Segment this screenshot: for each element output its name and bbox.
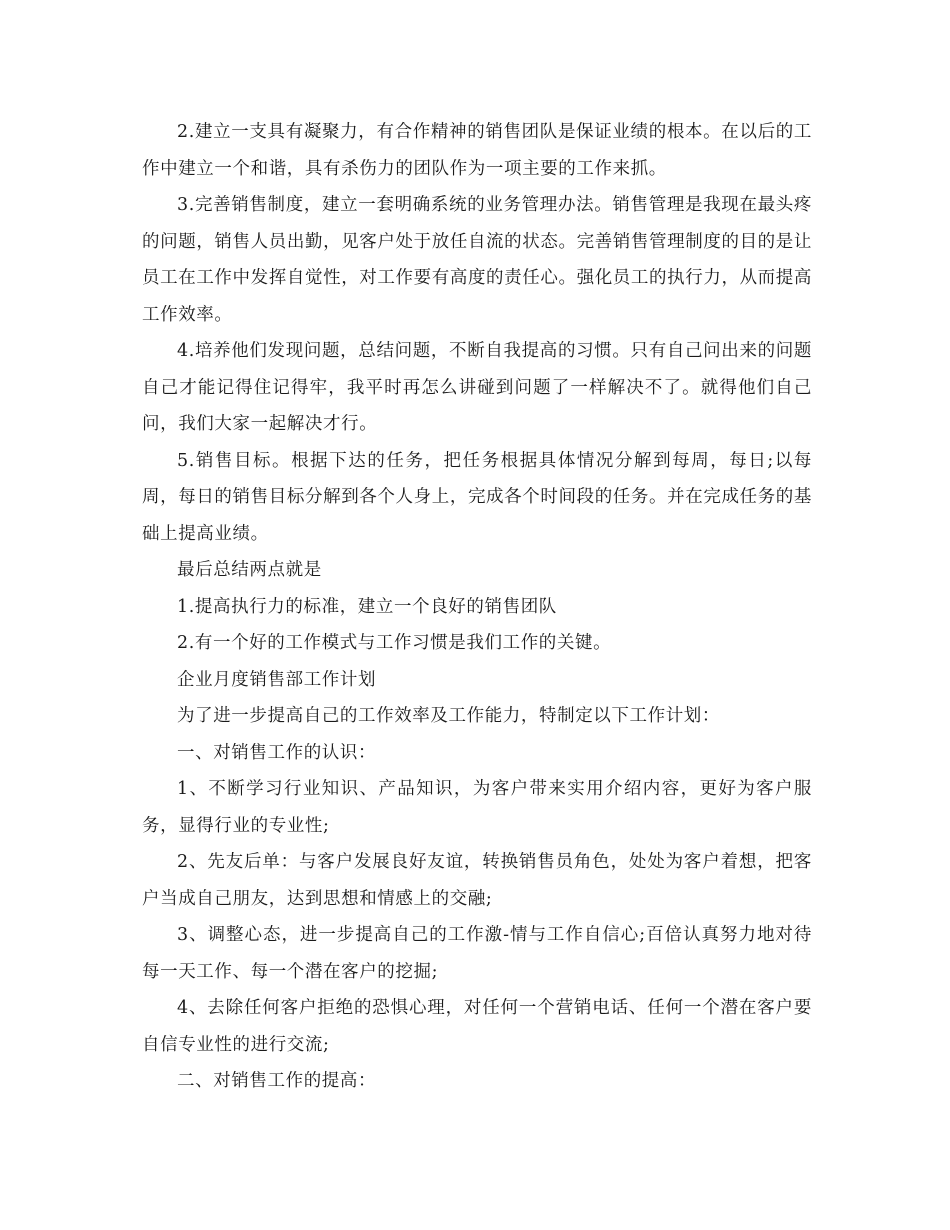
summary-point-1: 1.提高执行力的标准，建立一个良好的销售团队 <box>177 596 557 617</box>
paragraph-item-5-sales-target: 5.销售目标。根据下达的任务，把任务根据具体情况分解到每周，每日;以每周，每日的销售目标分解到各个人身上，完成各个时间段的任务。并在完成任务的基础上提高业绩。 <box>142 450 812 544</box>
paragraph-item-4-problem-solving: 4.培养他们发现问题，总结问题，不断自我提高的习惯。只有自己问出来的问题自己才能记得住记得牢，我平时再怎么讲碰到问题了一样解决不了。就得他们自己问，我们大家一起解决才行。 <box>142 341 812 434</box>
summary-point-2: 2.有一个好的工作模式与工作习惯是我们工作的关键。 <box>177 633 612 653</box>
understanding-item-1: 1、不断学习行业知识、产品知识，为客户带来实用介绍内容，更好为客户服务，显得行业的专业性; <box>142 779 812 836</box>
section-title: 企业月度销售部工作计划 <box>177 669 377 690</box>
understanding-item-3: 3、调整心态，进一步提高自己的工作激-情与工作自信心;百倍认真努力地对待每一天工作、每一个潜在客户的挖掘; <box>142 925 812 982</box>
paragraph-item-2-team: 2.建立一支具有凝聚力，有合作精神的销售团队是保证业绩的根本。在以后的工作中建立一个和谐，具有杀伤力的团队作为一项主要的工作来抓。 <box>142 122 812 179</box>
document-body <box>142 114 812 1100</box>
section-heading-understanding: 一、对销售工作的认识： <box>177 742 377 763</box>
understanding-item-4: 4、去除任何客户拒绝的恐惧心理，对任何一个营销电话、任何一个潜在客户要自信专业性的进行交流; <box>142 998 812 1055</box>
paragraph-item-3-sales-system: 3.完善销售制度，建立一套明确系统的业务管理办法。销售管理是我现在最头疼的问题，销售人员出勤，见客户处于放任自流的状态。完善销售管理制度的目的是让员工在工作中发挥自觉性，对工作要有高度的责任心。强化员工的执行力，从而提高工作效率。 <box>142 195 812 325</box>
plan-intro: 为了进一步提高自己的工作效率及工作能力，特制定以下工作计划： <box>177 706 720 726</box>
section-heading-improvement: 二、对销售工作的提高： <box>177 1071 377 1091</box>
summary-intro: 最后总结两点就是 <box>177 560 322 580</box>
understanding-item-2: 2、先友后单：与客户发展良好友谊，转换销售员角色，处处为客户着想，把客户当成自己朋友，达到思想和情感上的交融; <box>142 852 812 909</box>
